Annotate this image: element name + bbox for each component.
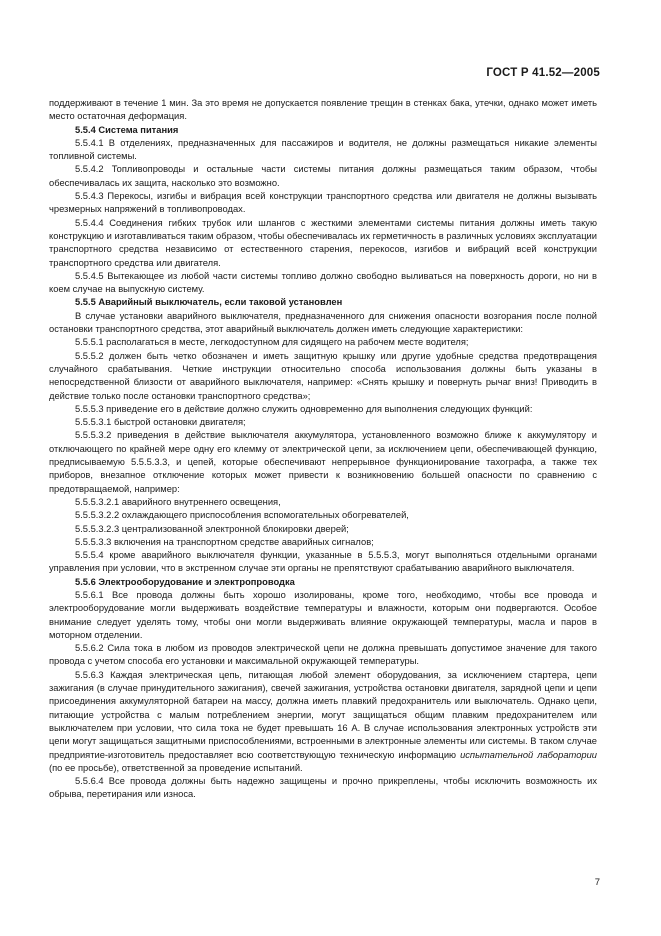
paragraph-text-tail: (по ее просьбе), ответственной за проведение испытаний. bbox=[49, 762, 303, 773]
paragraph: 5.5.5.2 должен быть четко обозначен и иметь защитную крышку или другие удобные средства предотвращения случайного срабатывания. Четкие инструкции относительно способа использования должны быть указаны в непосредственной близости от аварийного выключателя, например: «Снять крышку и повернуть рычаг вниз! Приводить в действие только после остановки транспортного средства»; bbox=[49, 350, 597, 401]
paragraph: поддерживают в течение 1 мин. За это время не допускается появление трещин в стенках бака, утечки, однако может иметь место остаточная деформация. bbox=[49, 98, 597, 122]
page-number: 7 bbox=[594, 877, 600, 888]
paragraph: 5.5.5.4 кроме аварийного выключателя функции, указанные в 5.5.5.3, могут выполняться отдельными органами управления при условии, что в экстренном случае эти органы не препятствуют срабатыванию аварийного выключателя. bbox=[49, 550, 597, 574]
paragraph bbox=[49, 669, 597, 775]
paragraph: 5.5.5.3.2 приведения в действие выключателя аккумулятора, установленного возможно ближе к аккумулятору и отключающего по крайней мере одну его клемму от электрической цепи, за исключением цепи, обеспечивающей функцию, предписываемую 5.5.5.3.3, и цепей, которые обеспечивают непрерывное функционирование тахографа, а также тех приборов, внезапное отключение которых может привести к возникновению большей опасности по сравнению с предотвращаемой, например: bbox=[49, 430, 597, 494]
paragraph: 5.5.4.5 Вытекающее из любой части системы топливо должно свободно выливаться на поверхность дороги, но ни в коем случае на выпускную систему. bbox=[49, 270, 597, 295]
paragraph: 5.5.5.3 приведение его в действие должно служить одновременно для выполнения следующих функций: bbox=[75, 403, 533, 414]
paragraph: 5.5.5.1 располагаться в месте, легкодоступном для сидящего на рабочем месте водителя; bbox=[75, 337, 469, 348]
paragraph: 5.5.4.2 Топливопроводы и остальные части системы питания должны размещаться таким образом, чтобы обеспечивалась их защита, насколько это возможно. bbox=[49, 164, 597, 188]
paragraph: 5.5.6.2 Сила тока в любом из проводов электрической цепи не должна превышать допустимое значение для такого провода с учетом способа его установки и максимальной окружающей температуры. bbox=[49, 643, 597, 667]
paragraph: 5.5.4.4 Соединения гибких трубок или шлангов с жесткими элементами системы питания должны иметь такую конструкцию и изготавливаться таким образом, чтобы обеспечивалась их герметичность в различных условиях эксплуатации транспортного средства независимо от естественного старения, перекосов, изгибов и вибраций всей конструкции транспортного средства или двигателя. bbox=[49, 217, 597, 268]
section-heading: 5.5.5 Аварийный выключатель, если таковой установлен bbox=[75, 297, 343, 308]
paragraph: 5.5.5.3.1 быстрой остановки двигателя; bbox=[75, 417, 246, 428]
section-heading: 5.5.4 Система питания bbox=[75, 124, 179, 135]
document-id: ГОСТ Р 41.52—2005 bbox=[486, 67, 600, 79]
italic-term: испытательной лаборатории bbox=[460, 749, 597, 760]
paragraph: 5.5.5.3.2.3 централизованной электронной блокировки дверей; bbox=[75, 523, 349, 534]
section-heading: 5.5.6 Электрооборудование и электропроводка bbox=[75, 576, 295, 587]
paragraph: 5.5.6.4 Все провода должны быть надежно защищены и прочно прикреплены, чтобы исключить возможность их обрыва, перетирания или износа. bbox=[49, 776, 597, 800]
paragraph: 5.5.6.1 Все провода должны быть хорошо изолированы, кроме того, необходимо, чтобы все провода и электрооборудование могли выдерживать воздействие температуры и влажности, которым они подвергаются. Особое внимание следует уделять тому, чтобы они могли выдерживать влияние окружающей температуры, масла и паров в моторном отделении. bbox=[49, 589, 597, 640]
paragraph: 5.5.4.3 Перекосы, изгибы и вибрация всей конструкции транспортного средства или двигателя не должны вызывать чрезмерных напряжений в топливопроводах. bbox=[49, 191, 597, 215]
document-body bbox=[49, 97, 597, 802]
paragraph-text: 5.5.6.3 Каждая электрическая цепь, питающая любой элемент оборудования, за исключением стартера, цепи зажигания (в случае принудительного зажигания), свечей зажигания, устройства остановки двигателя, зарядной цепи и цепи присоединения аккумуляторной батареи на массу, должна иметь плавкий предохранитель или выключатель. Однако цепи, питающие устройства с малым потреблением энергии, могут защищаться общим плавким предохранителем или выключателем при условии, что сила тока не будет превышать 16 А. В случае использования электронных устройств эти цепи могут защищаться защитными приспособлениями, встроенными в электронные элементы или системы. В таком случае предприятие-изготовитель предоставляет всю соответствующую техническую информацию bbox=[49, 669, 597, 760]
paragraph: 5.5.5.3.2.2 охлаждающего приспособления вспомогательных обогревателей, bbox=[75, 510, 409, 521]
paragraph: В случае установки аварийного выключателя, предназначенного для снижения опасности возгорания после полной остановки транспортного средства, этот аварийный выключатель должен иметь следующие характеристики: bbox=[49, 310, 597, 335]
paragraph: 5.5.5.3.3 включения на транспортном средстве аварийных сигналов; bbox=[75, 536, 374, 547]
paragraph: 5.5.5.3.2.1 аварийного внутреннего освещения, bbox=[75, 496, 281, 507]
paragraph: 5.5.4.1 В отделениях, предназначенных для пассажиров и водителя, не должны размещаться никакие элементы топливной системы. bbox=[49, 137, 597, 162]
